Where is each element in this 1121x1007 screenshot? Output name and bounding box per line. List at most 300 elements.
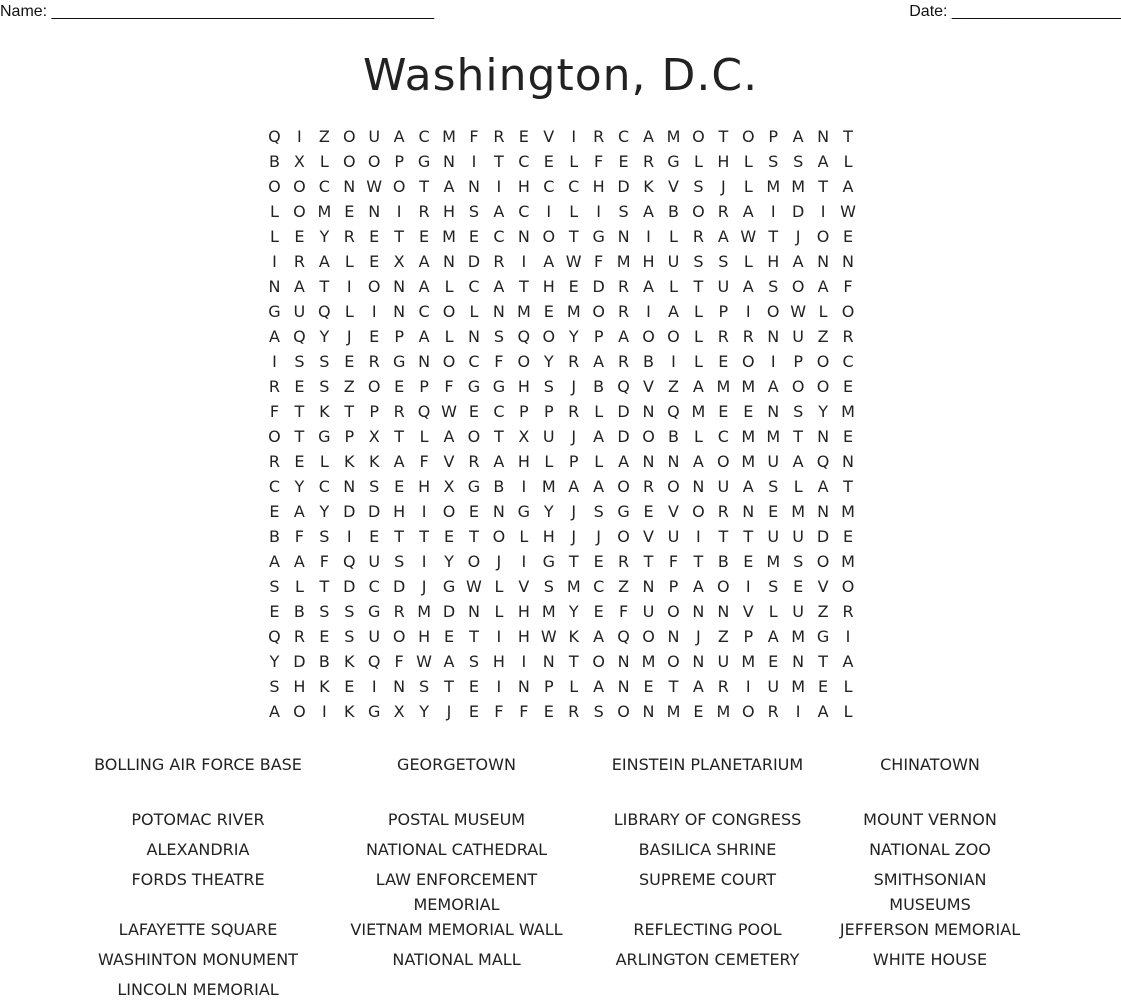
grid-letter: S (618, 202, 629, 221)
grid-letter: E (294, 377, 305, 396)
grid-letter: N (667, 627, 680, 646)
grid-row (262, 349, 861, 374)
grid-letter: L (768, 602, 778, 621)
grid-letter: L (569, 202, 579, 221)
grid-letter: O (367, 152, 381, 171)
grid-letter: A (692, 452, 704, 471)
grid-letter: L (693, 427, 703, 446)
grid-letter: V (817, 577, 829, 596)
grid-letter: I (346, 277, 352, 296)
grid-letter: M (741, 452, 756, 471)
grid-letter: K (568, 627, 579, 646)
grid-letter: E (743, 552, 754, 571)
grid-letter: C (368, 577, 380, 596)
grid-letter: L (469, 302, 479, 321)
grid-letter: E (269, 602, 280, 621)
grid-letter: H (517, 627, 530, 646)
grid-letter: A (792, 127, 804, 146)
grid-letter: R (642, 477, 655, 496)
grid-letter: B (717, 552, 729, 571)
grid-letter: K (344, 452, 355, 471)
grid-letter: K (319, 677, 330, 696)
grid-letter: K (344, 652, 355, 671)
grid-letter: N (617, 677, 630, 696)
grid-letter: A (418, 252, 430, 271)
grid-letter: N (767, 402, 780, 421)
grid-letter: D (617, 402, 630, 421)
grid-letter: I (596, 202, 602, 221)
grid-letter: O (592, 652, 605, 671)
grid-letter: O (342, 152, 356, 171)
grid-letter: Q (417, 402, 431, 421)
grid-letter: O (467, 552, 481, 571)
grid-letter: L (494, 577, 504, 596)
grid-letter: P (543, 677, 554, 696)
grid-letter: S (269, 677, 280, 696)
grid-letter: F (494, 702, 504, 721)
grid-letter: S (319, 377, 330, 396)
grid-letter: E (718, 402, 729, 421)
grid-letter: T (568, 552, 579, 571)
grid-letter: N (343, 477, 356, 496)
grid-letter: A (593, 427, 605, 446)
grid-letter: L (743, 252, 753, 271)
grid-letter: V (543, 127, 555, 146)
grid-row (262, 699, 861, 724)
grid-letter: O (442, 302, 456, 321)
grid-letter: O (293, 702, 306, 721)
grid-letter: M (791, 502, 806, 521)
grid-letter: U (792, 527, 805, 546)
grid-letter: E (842, 427, 854, 446)
grid-letter: Q (268, 627, 281, 646)
grid-letter: R (343, 227, 355, 246)
grid-letter: S (369, 477, 380, 496)
grid-letter: E (818, 677, 829, 696)
grid-letter: E (643, 677, 654, 696)
grid-letter: U (293, 302, 306, 321)
grid-row (262, 424, 861, 449)
grid-letter: M (666, 702, 681, 721)
grid-letter: N (467, 177, 480, 196)
grid-letter: P (344, 427, 355, 446)
grid-letter: Z (318, 127, 330, 146)
grid-letter: G (268, 302, 281, 321)
grid-letter: U (368, 627, 381, 646)
grid-letter: G (816, 627, 830, 646)
grid-letter: B (268, 152, 280, 171)
grid-letter: N (717, 602, 730, 621)
grid-letter: W (840, 202, 856, 221)
grid-letter: N (467, 327, 480, 346)
grid-letter: T (843, 477, 853, 496)
grid-letter: H (517, 177, 530, 196)
grid-letter: A (293, 502, 305, 521)
grid-letter: L (693, 327, 703, 346)
grid-letter: S (468, 202, 480, 221)
grid-letter: F (269, 402, 280, 421)
grid-letter: H (642, 252, 655, 271)
grid-letter: S (344, 627, 355, 646)
grid-letter: K (643, 177, 654, 196)
grid-letter: O (542, 327, 556, 346)
grid-letter: N (492, 302, 505, 321)
grid-letter: E (443, 527, 455, 546)
grid-letter: F (519, 702, 529, 721)
grid-letter: Z (618, 577, 630, 596)
grid-letter: V (643, 377, 654, 396)
grid-letter: F (319, 552, 329, 571)
grid-letter: A (293, 552, 305, 571)
grid-row (262, 574, 861, 599)
grid-letter: I (546, 202, 552, 221)
grid-letter: O (268, 427, 281, 446)
grid-letter: A (643, 202, 654, 221)
grid-letter: O (766, 302, 780, 321)
grid-letter: A (493, 452, 505, 471)
grid-letter: G (417, 152, 431, 171)
grid-letter: Q (268, 127, 281, 146)
grid-letter: O (816, 552, 830, 571)
word-list-item: WASHINTON MONUMENT (98, 950, 298, 969)
grid-row (262, 224, 861, 249)
grid-letter: V (667, 502, 679, 521)
grid-letter: I (745, 577, 751, 596)
grid-letter: P (793, 352, 803, 371)
word-list-item: CHINATOWN (880, 755, 980, 774)
grid-letter: Q (517, 327, 531, 346)
grid-letter: M (566, 577, 581, 596)
grid-letter: B (667, 202, 679, 221)
grid-letter: T (294, 427, 305, 446)
grid-letter: C (593, 577, 605, 596)
grid-letter: T (394, 427, 405, 446)
grid-letter: I (496, 677, 502, 696)
grid-letter: O (667, 602, 680, 621)
grid-row (262, 299, 861, 324)
grid-letter: Y (319, 327, 330, 346)
grid-letter: D (617, 177, 630, 196)
grid-letter: L (344, 302, 354, 321)
grid-letter: R (692, 227, 704, 246)
grid-letter: S (394, 552, 405, 571)
grid-letter: H (717, 152, 730, 171)
grid-letter: I (745, 302, 751, 321)
grid-letter: A (643, 277, 654, 296)
grid-letter: E (344, 352, 355, 371)
grid-letter: O (342, 127, 356, 146)
grid-letter: R (717, 502, 729, 521)
grid-letter: J (571, 502, 577, 521)
grid-letter: I (371, 302, 377, 321)
grid-letter: R (618, 552, 630, 571)
grid-letter: N (817, 502, 830, 521)
grid-letter: Z (817, 327, 829, 346)
grid-letter: I (770, 352, 776, 371)
grid-letter: N (642, 452, 655, 471)
grid-letter: Q (342, 552, 356, 571)
grid-letter: V (742, 602, 754, 621)
grid-letter: W (416, 652, 432, 671)
grid-letter: Z (817, 602, 829, 621)
grid-letter: H (393, 502, 406, 521)
grid-letter: U (368, 552, 381, 571)
grid-letter: I (297, 127, 302, 146)
grid-letter: I (521, 552, 527, 571)
grid-letter: T (494, 152, 504, 171)
grid-letter: B (493, 477, 505, 496)
grid-letter: V (667, 177, 679, 196)
grid-letter: A (842, 177, 854, 196)
word-list-item: JEFFERSON MEMORIAL (839, 920, 1021, 939)
grid-letter: Q (293, 327, 306, 346)
grid-letter: R (293, 252, 305, 271)
grid-letter: S (693, 252, 704, 271)
grid-letter: S (419, 677, 430, 696)
grid-letter: T (693, 552, 704, 571)
grid-letter: U (368, 127, 381, 146)
grid-letter: S (793, 402, 804, 421)
grid-letter: B (293, 602, 305, 621)
grid-letter: S (543, 377, 554, 396)
word-list-item: NATIONAL MALL (392, 950, 521, 969)
grid-row (262, 624, 861, 649)
grid-letter: B (318, 652, 330, 671)
grid-letter: S (493, 327, 504, 346)
grid-letter: Y (269, 652, 280, 671)
grid-letter: A (817, 477, 829, 496)
grid-letter: Y (543, 502, 554, 521)
grid-letter: H (443, 202, 456, 221)
grid-letter: O (617, 702, 630, 721)
grid-letter: O (293, 177, 306, 196)
grid-letter: E (344, 202, 355, 221)
grid-letter: M (791, 627, 806, 646)
grid-letter: N (393, 302, 406, 321)
grid-letter: T (818, 652, 828, 671)
grid-letter: O (392, 627, 406, 646)
grid-letter: A (393, 127, 405, 146)
grid-letter: O (268, 177, 281, 196)
grid-letter: K (344, 702, 355, 721)
grid-letter: E (294, 227, 305, 246)
grid-letter: L (843, 677, 853, 696)
grid-letter: M (841, 402, 855, 421)
grid-letter: M (841, 502, 855, 521)
grid-letter: O (467, 427, 481, 446)
grid-letter: J (496, 552, 502, 571)
grid-letter: G (318, 427, 331, 446)
grid-letter: X (393, 252, 405, 271)
grid-letter: M (741, 652, 756, 671)
grid-letter: U (642, 602, 655, 621)
grid-letter: Y (568, 327, 579, 346)
grid-letter: N (467, 602, 480, 621)
grid-letter: N (817, 252, 830, 271)
grid-letter: N (617, 652, 630, 671)
grid-row (262, 124, 861, 149)
grid-letter: D (592, 277, 605, 296)
grid-letter: U (667, 527, 680, 546)
grid-letter: T (344, 402, 355, 421)
grid-letter: Y (568, 602, 579, 621)
grid-letter: S (768, 277, 779, 296)
grid-letter: O (442, 502, 456, 521)
grid-letter: E (394, 477, 405, 496)
grid-letter: A (493, 202, 505, 221)
grid-letter: X (393, 702, 405, 721)
grid-letter: A (268, 552, 280, 571)
grid-letter: Z (667, 377, 679, 396)
word-list-item: GEORGETOWN (397, 755, 516, 774)
grid-letter: S (768, 477, 779, 496)
grid-letter: M (716, 702, 731, 721)
grid-letter: Q (318, 302, 331, 321)
grid-letter: M (741, 427, 756, 446)
grid-letter: I (696, 527, 701, 546)
grid-letter: L (793, 477, 803, 496)
grid-letter: O (741, 127, 755, 146)
grid-row (262, 199, 861, 224)
grid-letter: L (319, 152, 329, 171)
grid-letter: V (643, 527, 654, 546)
grid-letter: F (594, 152, 604, 171)
grid-letter: N (692, 602, 705, 621)
grid-letter: D (343, 577, 356, 596)
grid-letter: E (468, 502, 480, 521)
grid-letter: E (593, 552, 604, 571)
grid-letter: O (642, 427, 655, 446)
grid-letter: C (518, 152, 530, 171)
grid-letter: R (767, 702, 779, 721)
grid-row (262, 649, 861, 674)
grid-letter: P (394, 152, 404, 171)
grid-letter: Q (617, 377, 630, 396)
grid-letter: K (319, 402, 330, 421)
grid-letter: P (768, 127, 779, 146)
grid-letter: E (419, 227, 430, 246)
grid-letter: E (618, 152, 629, 171)
grid-letter: P (394, 327, 404, 346)
grid-letter: J (446, 702, 452, 721)
grid-letter: D (392, 577, 406, 596)
grid-letter: H (418, 627, 431, 646)
grid-letter: L (444, 327, 454, 346)
grid-row (262, 274, 861, 299)
grid-letter: Y (419, 702, 429, 721)
grid-letter: T (693, 277, 704, 296)
grid-letter: T (668, 677, 679, 696)
grid-letter: A (817, 702, 829, 721)
grid-letter: I (820, 202, 826, 221)
grid-letter: T (319, 277, 330, 296)
grid-letter: O (816, 227, 830, 246)
grid-letter: F (444, 377, 454, 396)
grid-letter: E (468, 227, 480, 246)
grid-letter: C (842, 352, 854, 371)
grid-letter: R (568, 352, 580, 371)
grid-letter: E (842, 227, 854, 246)
grid-letter: E (718, 352, 729, 371)
grid-letter: R (618, 352, 630, 371)
grid-letter: M (442, 227, 456, 246)
word-list-item: EINSTEIN PLANETARIUM (611, 755, 804, 774)
grid-letter: S (768, 577, 779, 596)
grid-letter: I (646, 227, 651, 246)
grid-letter: A (593, 352, 605, 371)
grid-letter: N (517, 227, 530, 246)
grid-letter: R (742, 327, 754, 346)
grid-letter: R (493, 127, 505, 146)
grid-letter: R (493, 252, 505, 271)
grid-letter: A (543, 252, 555, 271)
word-list-item: BOLLING AIR FORCE BASE (94, 755, 302, 774)
grid-letter: H (542, 527, 555, 546)
grid-letter: C (543, 177, 555, 196)
grid-letter: E (518, 127, 529, 146)
grid-letter: T (419, 177, 429, 196)
grid-letter: C (268, 477, 281, 496)
grid-letter: S (319, 527, 330, 546)
grid-letter: U (542, 427, 555, 446)
grid-row (262, 249, 861, 274)
grid-letter: L (669, 277, 678, 296)
grid-letter: R (368, 352, 380, 371)
word-search-grid (262, 124, 861, 724)
grid-letter: P (593, 327, 604, 346)
grid-letter: O (367, 377, 381, 396)
grid-letter: N (742, 502, 755, 521)
grid-letter: O (692, 502, 705, 521)
grid-row (262, 449, 861, 474)
grid-letter: O (642, 627, 655, 646)
grid-letter: O (667, 327, 680, 346)
grid-letter: U (717, 277, 730, 296)
grid-letter: I (521, 477, 527, 496)
grid-letter: W (540, 627, 557, 646)
grid-letter: I (471, 152, 477, 171)
grid-letter: H (517, 377, 530, 396)
grid-letter: U (767, 677, 780, 696)
grid-letter: E (842, 527, 854, 546)
grid-letter: A (568, 477, 580, 496)
grid-letter: N (443, 252, 456, 271)
grid-letter: B (268, 527, 280, 546)
grid-letter: T (718, 527, 729, 546)
grid-letter: T (793, 427, 804, 446)
grid-letter: E (693, 702, 704, 721)
grid-letter: R (842, 602, 854, 621)
grid-letter: S (693, 177, 704, 196)
grid-letter: R (418, 202, 430, 221)
grid-letter: M (691, 402, 706, 421)
grid-letter: E (468, 402, 480, 421)
grid-letter: O (367, 277, 381, 296)
grid-letter: E (543, 702, 554, 721)
grid-letter: N (617, 227, 630, 246)
grid-letter: P (369, 402, 380, 421)
grid-letter: I (745, 677, 751, 696)
grid-letter: E (543, 152, 554, 171)
grid-letter: A (792, 252, 804, 271)
word-list-item: POTOMAC RIVER (131, 810, 265, 829)
grid-letter: U (767, 452, 780, 471)
grid-row (262, 599, 861, 624)
grid-letter: L (818, 302, 828, 321)
grid-letter: A (593, 627, 605, 646)
grid-letter: W (441, 402, 457, 421)
grid-letter: X (518, 427, 530, 446)
